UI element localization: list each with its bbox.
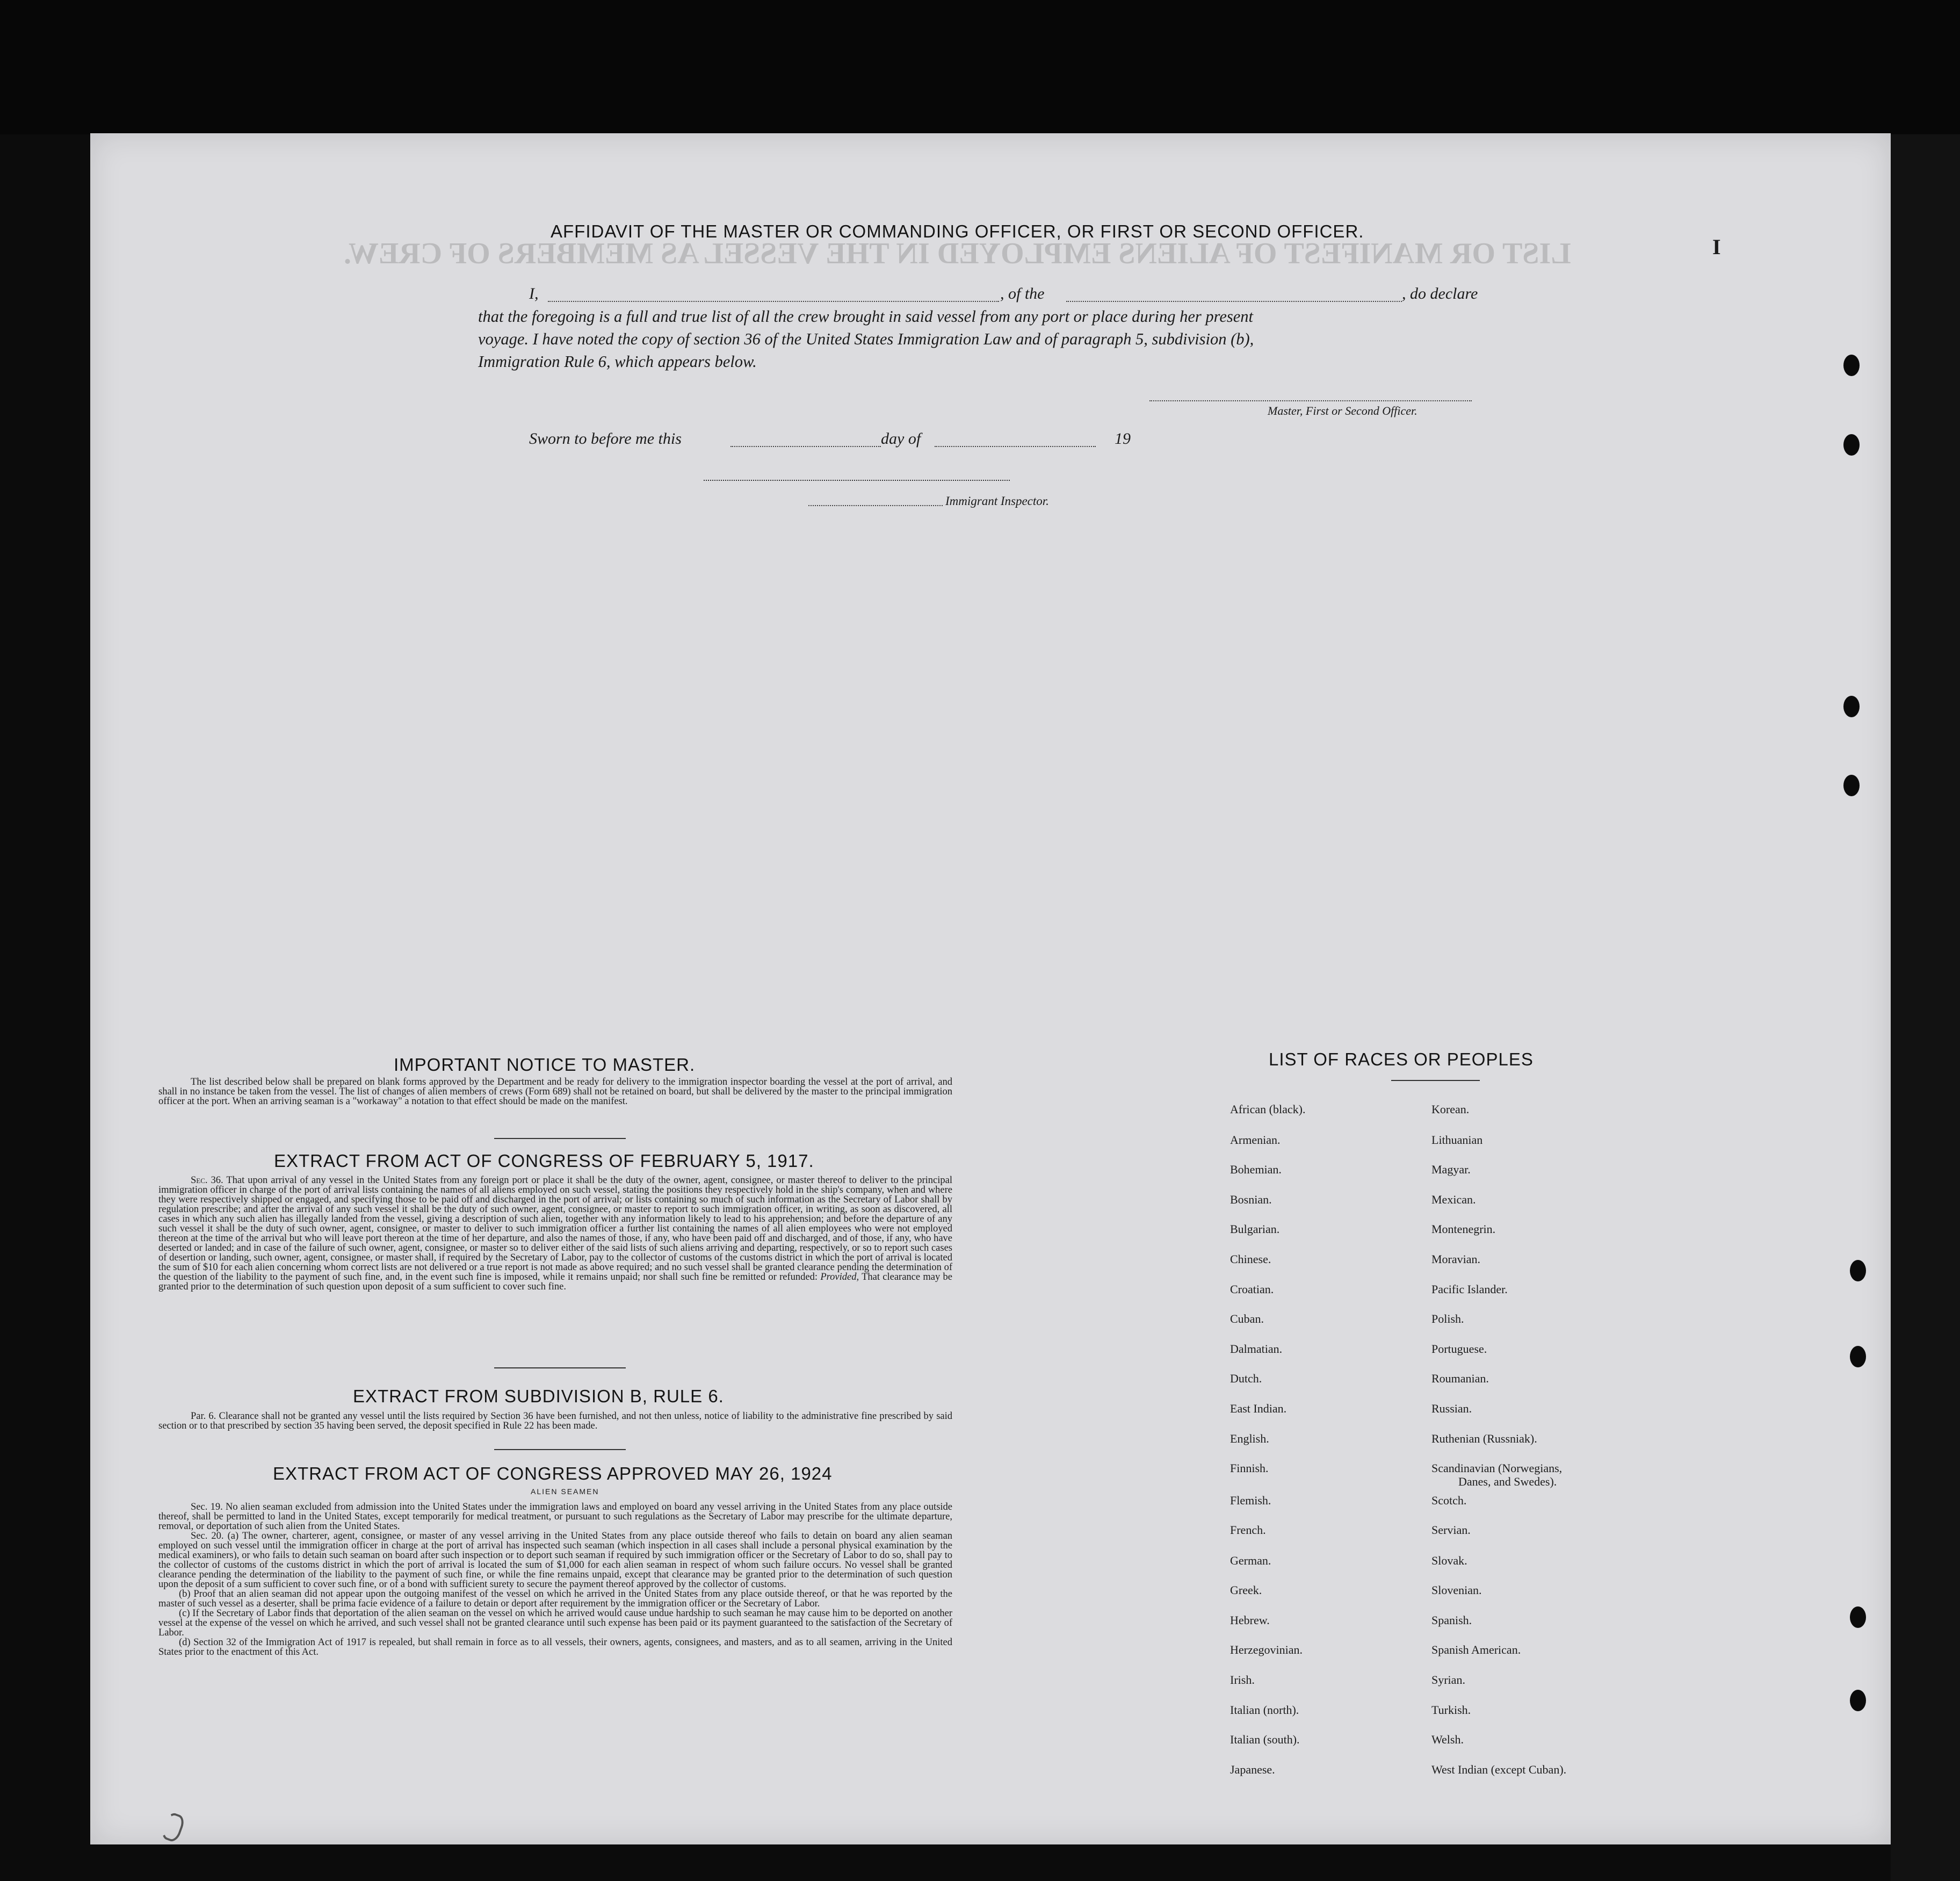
binder-hole bbox=[1843, 775, 1860, 796]
race-item-right: Moravian. bbox=[1431, 1252, 1481, 1266]
binder-hole bbox=[1843, 434, 1860, 456]
section-36-proviso: That clearance may be granted prior to the determination of such question upon deposit of a sum sufficient to cover such fine. bbox=[158, 1272, 953, 1292]
notice-heading: IMPORTANT NOTICE TO MASTER. bbox=[394, 1055, 696, 1075]
binder-hole bbox=[1850, 1346, 1866, 1367]
bleed-through-title: LIST OR MANIFEST OF ALIENS EMPLOYED IN THE VESSEL AS MEMBERS OF CREW. bbox=[344, 237, 1571, 270]
inspector-line-upper bbox=[704, 480, 1010, 481]
race-item-left: Dutch. bbox=[1230, 1372, 1262, 1385]
affidavit-do-declare: , do declare bbox=[1402, 285, 1478, 302]
sec-20b: (b) Proof that an alien seaman did not appear upon the outgoing manifest of the vessel on which he arrived in the United States from any place outside thereof, or that he was reported by the master of such vessel as a deserter, shall be prima facie evidence of a failure to detain or deport after requirement by the immigration officer or the Secretary of Labor. bbox=[158, 1589, 952, 1609]
extract-1924-heading: EXTRACT FROM ACT OF CONGRESS APPROVED MAY 26, 1924 bbox=[273, 1464, 833, 1483]
affidavit-i: I, bbox=[529, 285, 539, 302]
sec-19: Sec. 19. No alien seaman excluded from admission into the United States under the immigration laws and employed on board any vessel arriving in the United States from any place outside thereof, shall be permitted to land in the United States, except temporarily for medical treatment, or pursuant to such regulations as the Secretary of Labor may prescribe for the ultimate departure, removal, or deportation of such alien from the United States. bbox=[158, 1502, 952, 1532]
notice-body: The list described below shall be prepared on blank forms approved by the Department and be ready for delivery to the immigration inspector boarding the vessel at the port of arrival, and shall in no instance be taken from the vessel. The list of changes of alien members of crews (Form 689) shall not be retained on board, but shall be delivered by the master to the principal immigration officer at the port. When an arriving seaman is a "workaway" a notation to that effect should be made on the manifest. bbox=[158, 1077, 952, 1107]
race-item-left: Japanese. bbox=[1230, 1763, 1275, 1776]
race-item-right: Lithuanian bbox=[1431, 1133, 1483, 1147]
race-item-right: Portuguese. bbox=[1431, 1342, 1487, 1356]
sworn-month-line bbox=[935, 446, 1096, 447]
section-36-label: Sec. 36. bbox=[191, 1175, 223, 1186]
race-item-right: Russian. bbox=[1431, 1402, 1472, 1415]
race-item-right: Scotch. bbox=[1431, 1494, 1467, 1507]
race-item-left: African (black). bbox=[1230, 1102, 1306, 1116]
race-item-right: Korean. bbox=[1431, 1102, 1470, 1116]
extract-1924-body bbox=[158, 1502, 952, 1657]
page-marker: I bbox=[1712, 235, 1721, 259]
sec-20d: (d) Section 32 of the Immigration Act of 1917 is repealed, but shall remain in force as to all vessels, their owners, agents, consignees, and masters, and as to all seamen, arriving in the United States prior to the enactment of this Act. bbox=[158, 1637, 952, 1657]
inspector-label: Immigrant Inspector. bbox=[945, 494, 1049, 508]
race-item-left: Greek. bbox=[1230, 1583, 1262, 1597]
race-item-right: Roumanian. bbox=[1431, 1372, 1489, 1385]
sworn-year: 19 bbox=[1115, 430, 1131, 448]
rule6-body: Par. 6. Clearance shall not be granted any vessel until the lists required by Section 36 have been furnished, and not then unless, notice of liability to the administrative fine prescribed by said section or to that prescribed by section 35 having been served, the deposit specified in Rule 22 has been made. bbox=[158, 1411, 952, 1431]
race-item-left: Chinese. bbox=[1230, 1252, 1271, 1266]
binder-hole bbox=[1843, 355, 1860, 376]
race-item-right: Turkish. bbox=[1431, 1703, 1471, 1717]
race-item-left: Bulgarian. bbox=[1230, 1222, 1280, 1236]
master-name-line bbox=[548, 301, 999, 302]
binder-hole bbox=[1850, 1606, 1866, 1628]
race-item-left: Cuban. bbox=[1230, 1312, 1264, 1325]
race-item-left: German. bbox=[1230, 1554, 1271, 1567]
affidavit-heading: AFFIDAVIT OF THE MASTER OR COMMANDING OFFICER, OR FIRST OR SECOND OFFICER. bbox=[551, 221, 1364, 241]
binder-hole bbox=[1843, 696, 1860, 717]
section-36-text: That upon arrival of any vessel in the United States from any foreign port or place it shall be the duty of the owner, agent, consignee, or master thereof to deliver to the principal immigration officer in charge of the port of arrival lists containing the names of all aliens employed on such vessel, stating the positions they respectively hold in the ship's company, when and where they were respectively shipped or engaged, and specifying those to be paid off and discharged in the port of arrival; or lists containing so much of such information as the Secretary of Labor shall by regulation prescribe; and after the arrival of any such vessel it shall be the duty of such owner, agent, consignee, or master to report to such immigration officer, in writing, as soon as discovered, all cases in which any such alien has illegally landed from the vessel, giving a description of such alien, together with any information likely to lead to his apprehension; and before the departure of any such vessel it shall be the duty of such owner, agent, consignee, or master to deliver to such immigration officer a further list containing the names of all alien employees who were not employed thereon at the time of the arrival but who will leave port thereon at the time of her departure, and also the names of those, if any, who have been paid off and discharged, and of those, if any, who have deserted or landed; and in case of the failure of such owner, agent, consignee, or master so to deliver either of the said lists of such aliens arriving and departing, respectively, or so to report such cases of desertion or landing, such owner, agent, consignee, or master shall, if required by the Secretary of Labor, pay to the collector of customs of the customs district in which the port of arrival is located the sum of $10 for each alien concerning whom correct lists are not delivered or a true report is not made as above required; and no such vessel shall be granted clearance pending the determination of the question of the liability to the payment of such fine, and, in the event such fine is imposed, while it remains unpaid; nor shall such fine be remitted or refunded: bbox=[158, 1175, 952, 1282]
sworn-day-line bbox=[731, 446, 881, 447]
race-item-left: East Indian. bbox=[1230, 1402, 1287, 1415]
race-item-right: Polish. bbox=[1431, 1312, 1464, 1325]
sworn-day-of: day of bbox=[881, 430, 921, 448]
race-item-left: Bohemian. bbox=[1230, 1163, 1282, 1176]
race-item-right: Pacific Islander. bbox=[1431, 1282, 1508, 1296]
race-item-left: Italian (south). bbox=[1230, 1733, 1300, 1746]
race-item-right: Syrian. bbox=[1431, 1673, 1465, 1687]
binder-hole bbox=[1850, 1690, 1866, 1711]
race-item-left: Irish. bbox=[1230, 1673, 1255, 1687]
race-item-left: Finnish. bbox=[1230, 1461, 1269, 1475]
race-item-right: Servian. bbox=[1431, 1523, 1471, 1537]
sec-20c: (c) If the Secretary of Labor finds that deportation of the alien seaman on the vessel on which he arrived would cause undue hardship to such seaman he may cause him to be deported on another vessel at the expense of the vessel on which he arrived, and such vessel shall not be granted clearance until such expense has been paid or its payment guaranteed to the satisfaction of the Secretary of Labor. bbox=[158, 1608, 952, 1638]
race-item-right: Slovak. bbox=[1431, 1554, 1467, 1567]
vessel-name-line bbox=[1066, 301, 1402, 302]
rule6-heading: EXTRACT FROM SUBDIVISION B, RULE 6. bbox=[353, 1386, 724, 1406]
race-item-right: Scandinavian (Norwegians, bbox=[1431, 1461, 1563, 1475]
race-item-right: Montenegrin. bbox=[1431, 1222, 1496, 1236]
race-item-right: Spanish. bbox=[1431, 1613, 1472, 1627]
master-signature-line bbox=[1149, 400, 1472, 401]
inspector-signature-line bbox=[808, 505, 943, 506]
race-item-right: Mexican. bbox=[1431, 1193, 1476, 1206]
extract-1917-body bbox=[158, 1176, 952, 1292]
race-item-left: Bosnian. bbox=[1230, 1193, 1272, 1206]
race-item-left: Croatian. bbox=[1230, 1282, 1274, 1296]
scan-border-right bbox=[1891, 134, 1960, 1881]
provided-word: Provided, bbox=[820, 1272, 859, 1282]
race-item-left: Flemish. bbox=[1230, 1494, 1271, 1507]
race-item-right: Ruthenian (Russniak). bbox=[1431, 1432, 1537, 1445]
affidavit-of-the: , of the bbox=[1000, 285, 1045, 302]
race-item-right: Slovenian. bbox=[1431, 1583, 1482, 1597]
sec-20a: Sec. 20. (a) The owner, charterer, agent, consignee, or master of any vessel arriving in the United States from any place outside thereof who fails to detain on board any alien seaman employed on such vessel until the immigration officer in charge at the port of arrival has inspected such seaman (which inspection in all cases shall include a personal physical examination by the medical examiners), or who fails to detain such seaman on board after such inspection or to deport such seaman if required by such immigration officer or the Secretary of Labor to do so, shall pay to the collector of customs of the customs district in which the port of arrival is located the sum of $1,000 for each alien seaman in respect of whom such failure occurs. No vessel shall be granted clearance pending the determination of the liability to the payment of such fine, or while the fine remains unpaid, except that clearance may be granted prior to the determination of such question upon the deposit of a sum sufficient to cover such fine, or of a bond with sufficient surety to secure the payment thereof approved by the collector of customs. bbox=[158, 1531, 952, 1590]
affidavit-line-3: voyage. I have noted the copy of section 36 of the United States Immigration Law and of paragraph 5, subdivision (b), bbox=[478, 330, 1254, 348]
race-item-left: Dalmatian. bbox=[1230, 1342, 1283, 1356]
divider bbox=[494, 1367, 626, 1368]
binder-hole bbox=[1850, 1260, 1866, 1281]
divider bbox=[494, 1449, 626, 1450]
affidavit-line-2: that the foregoing is a full and true list of all the crew brought in said vessel from any port or place during her present bbox=[478, 307, 1254, 326]
divider bbox=[494, 1138, 626, 1139]
master-signature-label: Master, First or Second Officer. bbox=[1268, 404, 1417, 417]
sworn-prefix: Sworn to before me this bbox=[529, 430, 682, 448]
race-item-continuation: Danes, and Swedes). bbox=[1458, 1475, 1557, 1488]
race-item-left: English. bbox=[1230, 1432, 1269, 1445]
race-item-left: French. bbox=[1230, 1523, 1266, 1537]
race-item-right: West Indian (except Cuban). bbox=[1431, 1763, 1567, 1776]
race-item-right: Spanish American. bbox=[1431, 1643, 1521, 1656]
affidavit-line-4: Immigration Rule 6, which appears below. bbox=[478, 352, 757, 371]
alien-seamen-subheading: ALIEN SEAMEN bbox=[531, 1487, 599, 1496]
extract-1917-heading: EXTRACT FROM ACT OF CONGRESS OF FEBRUARY 5, 1917. bbox=[274, 1151, 814, 1171]
race-item-left: Herzegovinian. bbox=[1230, 1643, 1303, 1656]
scan-border-top bbox=[0, 0, 1960, 134]
race-item-right: Welsh. bbox=[1431, 1733, 1464, 1746]
race-item-right: Magyar. bbox=[1431, 1163, 1471, 1176]
divider bbox=[1391, 1080, 1480, 1081]
races-heading: LIST OF RACES OR PEOPLES bbox=[1269, 1049, 1534, 1069]
race-item-left: Armenian. bbox=[1230, 1133, 1281, 1147]
race-item-left: Italian (north). bbox=[1230, 1703, 1299, 1717]
race-item-left: Hebrew. bbox=[1230, 1613, 1270, 1627]
